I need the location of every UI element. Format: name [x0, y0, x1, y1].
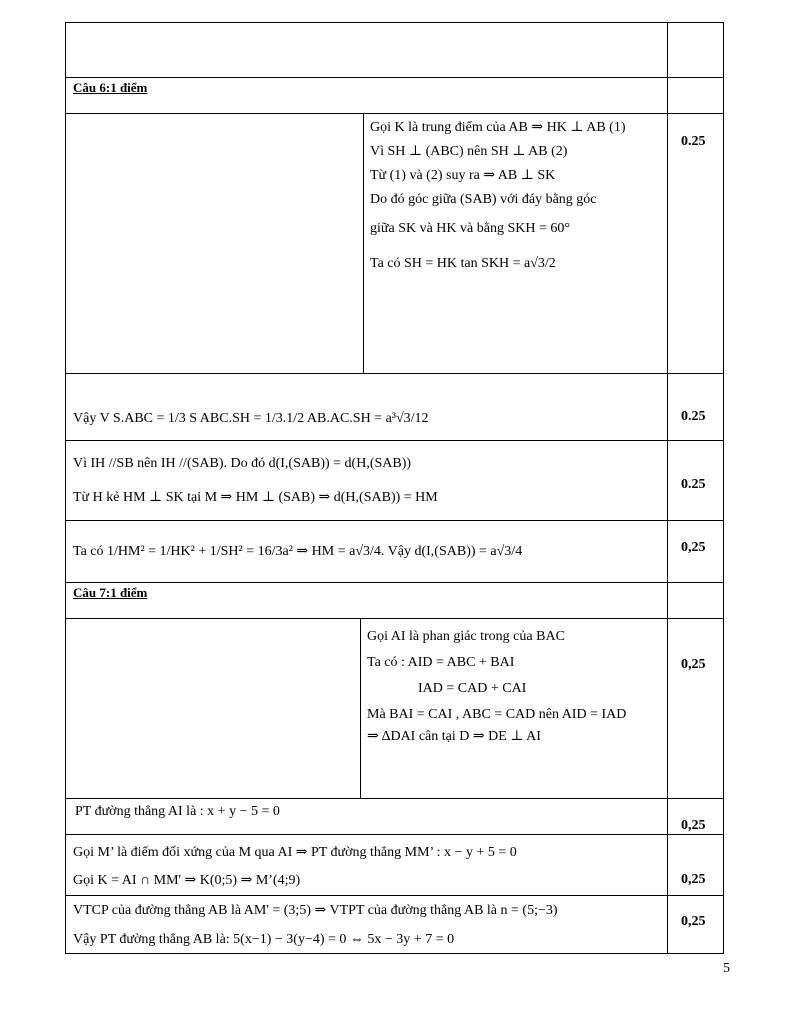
cau6-hm: Ta có 1/HM² = 1/HK² + 1/SH² = 16/3a² ⇒ HM = a√3/4. Vậy d(I,(SAB)) = a√3/4 [73, 544, 523, 559]
score-cau6-3: 0.25 [681, 477, 706, 492]
cau7-mm-line-1: Gọi M’ là điểm đối xứng của M qua AI ⇒ PT đường thẳng MM’ : x − y + 5 = 0 [73, 845, 517, 860]
cau6-line-3: Từ (1) và (2) suy ra ⇒ AB ⊥ SK [370, 168, 556, 183]
cau6-line-6: Ta có SH = HK tan SKH = a√3/2 [370, 256, 556, 271]
cau6-header: Câu 6:1 điểm [73, 80, 148, 95]
cau7-line-2: Ta có : AID = ABC + BAI [367, 655, 515, 670]
row-cau6-volume [65, 373, 724, 441]
cau7-ab-line-1: VTCP của đường thẳng AB là AM' = (3;5) ⇒ VTPT của đường thẳng AB là n = (5;−3) [73, 903, 558, 918]
cau7-line-5: ⇒ ΔDAI cân tại D ⇒ DE ⊥ AI [367, 729, 541, 744]
cau7-mm-line-2: Gọi K = AI ∩ MM' ⇒ K(0;5) ⇒ M’(4;9) [73, 873, 301, 888]
score-cau6-2: 0.25 [681, 409, 706, 424]
cau6-line-4: Do đó góc giữa (SAB) với đáy bằng góc [370, 192, 597, 207]
score-column-divider [667, 22, 668, 954]
score-cau7-4: 0,25 [681, 914, 706, 929]
cau7-ai-line: PT đường thẳng AI là : x + y − 5 = 0 [75, 804, 280, 819]
cau6-distance-2: Từ H kẻ HM ⊥ SK tại M ⇒ HM ⊥ (SAB) ⇒ d(H,(SAB)) = HM [73, 490, 438, 505]
score-cau6-1: 0.25 [681, 134, 706, 149]
row-cau6-header [65, 77, 724, 114]
cau6-figure-divider [363, 113, 364, 374]
score-cau7-3: 0,25 [681, 872, 706, 887]
cau6-distance-1: Vì IH //SB nên IH //(SAB). Do đó d(I,(SAB)) = d(H,(SAB)) [73, 456, 412, 471]
cau6-line-5: giữa SK và HK và bằng SKH = 60° [370, 221, 570, 236]
cau7-ab-line-2: Vậy PT đường thẳng AB là: 5(x−1) − 3(y−4) = 0 ⇔ 5x − 3y + 7 = 0 [73, 932, 455, 947]
score-cau6-4: 0,25 [681, 540, 706, 555]
score-cau7-1: 0,25 [681, 657, 706, 672]
cau7-line-3: IAD = CAD + CAI [418, 681, 527, 696]
cau7-line-4: Mà BAI = CAI , ABC = CAD nên AID = IAD [367, 707, 627, 722]
row-cau7-header [65, 582, 724, 619]
cau7-line-1: Gọi AI là phan giác trong của BAC [367, 629, 565, 644]
cau7-figure-divider [360, 618, 361, 799]
cau7-header: Câu 7:1 điểm [73, 585, 148, 600]
row-cau6-distance [65, 440, 724, 521]
score-cau7-2: 0,25 [681, 818, 706, 833]
row-top-empty [65, 22, 724, 78]
cau6-volume: Vậy V S.ABC = 1/3 S ABC.SH = 1/3.1/2 AB.AC.SH = a³√3/12 [73, 411, 429, 426]
cau6-line-2: Vì SH ⊥ (ABC) nên SH ⊥ AB (2) [370, 144, 568, 159]
cau6-line-1: Gọi K là trung điểm của AB ⇒ HK ⊥ AB (1) [370, 120, 626, 135]
page-number: 5 [723, 961, 730, 976]
